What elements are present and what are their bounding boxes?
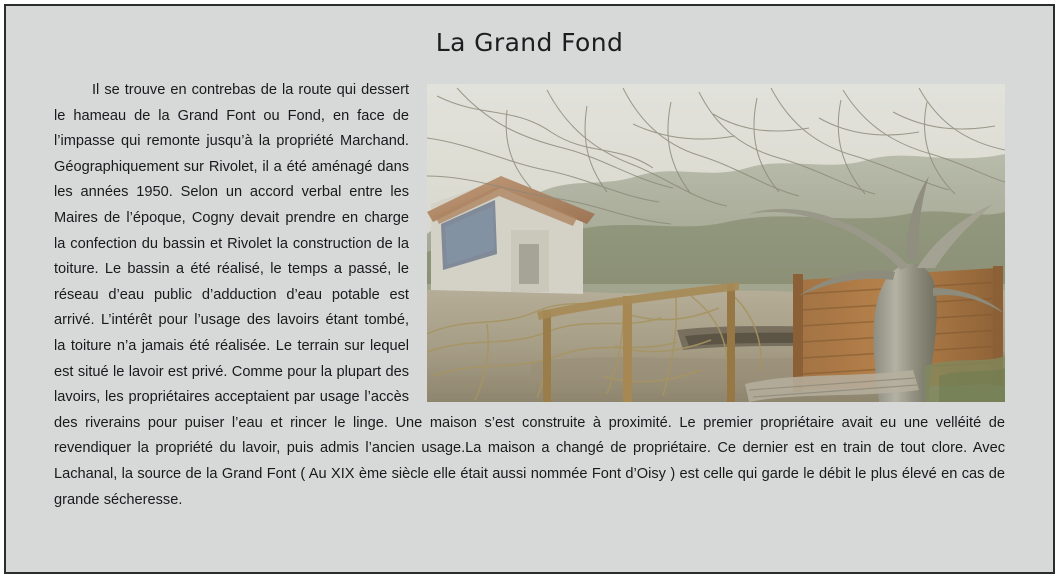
article-photo <box>427 84 1005 402</box>
page-inner <box>6 6 1053 572</box>
article-paragraph: Il se trouve en contrebas de la route qui dessert le hameau de la Grand Font ou Fond, en face de l’impasse qui remonte jusqu’à la propriété Marchand. Géographiquement sur Rivolet, il a été aménagé dans les années 1950. Selon un accord verbal entre les Maires de l’époque, Cogny devait prendre en charge la confection du bassin et Rivolet la construction de la toiture. Le bassin a été réalisé, le temps a passé, le réseau d’eau public d’adduction d’eau potable est arrivé. L’intérêt pour l’usage des lavoirs étant tombé, la toiture n’a jamais été réalisée. Le terrain sur lequel est situé le lavoir est privé. Comme pour la plupart des lavoirs, les propriétaires acceptaient par usage l’accès des riverains pour puiser l’eau et rincer le linge. Une maison s’est construite à proximité. Le premier propriétaire avait eu une velléité de revendiquer la propriété du lavoir, puis admis l’ancien usage.La maison a changé de propriétaire. Ce dernier est en train de tout clore. Avec Lachanal, la source de la Grand Font ( Au XIX ème siècle elle était aussi nommée Font d’Oisy ) est celle qui garde le débit le plus élevé en cas de grande sécheresse. <box>54 82 1005 508</box>
page-title: La Grand Fond <box>435 28 624 57</box>
photo-frame <box>427 84 1005 402</box>
lavoir-photo-illustration <box>427 84 1005 402</box>
document-page <box>4 4 1055 574</box>
article-body <box>6 58 1053 513</box>
